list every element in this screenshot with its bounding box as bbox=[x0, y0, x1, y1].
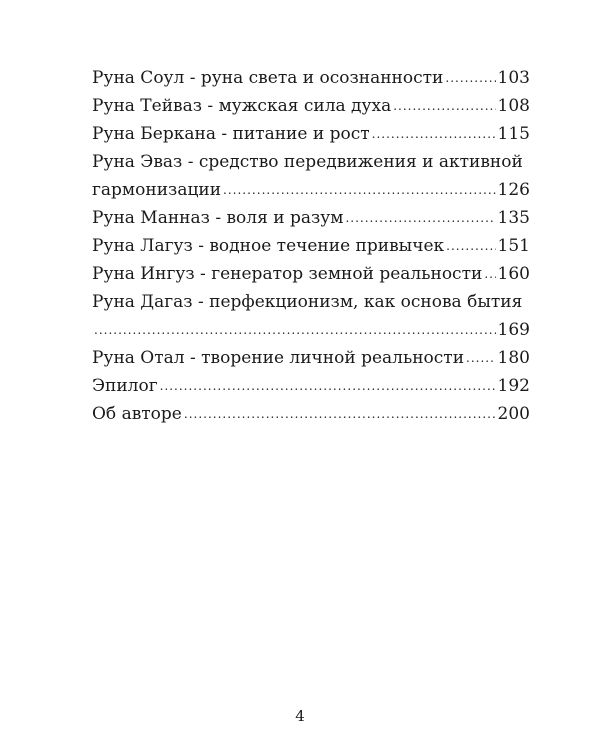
toc-dot-leader bbox=[160, 380, 496, 392]
toc-entry-line2 bbox=[92, 176, 530, 204]
toc-entry-page: 169 bbox=[497, 320, 530, 340]
toc-entry-page: 103 bbox=[497, 68, 530, 88]
toc-entry bbox=[92, 260, 530, 288]
toc-entry bbox=[92, 232, 530, 260]
toc-entry-title: Об авторе bbox=[92, 404, 182, 424]
toc-dot-leader bbox=[446, 240, 495, 252]
toc-entry bbox=[92, 120, 530, 148]
toc-dot-leader bbox=[94, 324, 496, 336]
toc-entry bbox=[92, 400, 530, 428]
toc-entry-title: Руна Лагуз - водное течение привычек bbox=[92, 236, 445, 256]
toc-entry-title: Руна Ингуз - генератор земной реальности bbox=[92, 264, 483, 284]
toc-entry-title: Руна Беркана - питание и рост bbox=[92, 124, 370, 144]
toc-entry-title-continued: гармонизации bbox=[92, 180, 222, 200]
toc-dot-leader bbox=[445, 72, 495, 84]
toc-entry-page: 135 bbox=[497, 208, 530, 228]
toc-entry-title: Руна Отал - творение личной реальности bbox=[92, 348, 465, 368]
toc-entry-page: 180 bbox=[497, 348, 530, 368]
toc-entry-page: 108 bbox=[497, 96, 530, 116]
toc-entry-page: 200 bbox=[497, 404, 530, 424]
toc-entry bbox=[92, 92, 530, 120]
toc-dot-leader bbox=[484, 268, 495, 280]
toc-entry-line1 bbox=[92, 148, 530, 176]
toc-entry-line1 bbox=[92, 288, 530, 316]
toc-entry-title: Эпилог bbox=[92, 376, 158, 396]
toc-entry-title: Руна Манназ - воля и разум bbox=[92, 208, 344, 228]
toc-dot-leader bbox=[345, 212, 495, 224]
toc-dot-leader bbox=[393, 100, 495, 112]
toc-entry bbox=[92, 372, 530, 400]
toc-entry-page: 126 bbox=[497, 180, 530, 200]
toc-entry-title: Руна Тейваз - мужская сила духа bbox=[92, 96, 392, 116]
toc-entry bbox=[92, 64, 530, 92]
toc-entry-page: 192 bbox=[497, 376, 530, 396]
toc-dot-leader bbox=[372, 128, 496, 140]
toc-entry bbox=[92, 204, 530, 232]
toc-dot-leader bbox=[223, 184, 496, 196]
toc-entry-page: 115 bbox=[497, 124, 530, 144]
toc-entry bbox=[92, 344, 530, 372]
toc-entry-title: Руна Дагаз - перфекционизм, как основа бытия bbox=[92, 292, 523, 312]
page-number: 4 bbox=[295, 707, 305, 725]
toc-entry-page: 151 bbox=[497, 236, 530, 256]
toc-entry-title: Руна Эваз - средство передвижения и активной bbox=[92, 152, 523, 172]
toc-dot-leader bbox=[466, 352, 496, 364]
toc-entry-title: Руна Соул - руна света и осознанности bbox=[92, 68, 444, 88]
table-of-contents bbox=[92, 64, 530, 428]
toc-entry-page: 160 bbox=[497, 264, 530, 284]
toc-dot-leader bbox=[184, 408, 496, 420]
toc-entry-line2 bbox=[92, 316, 530, 344]
